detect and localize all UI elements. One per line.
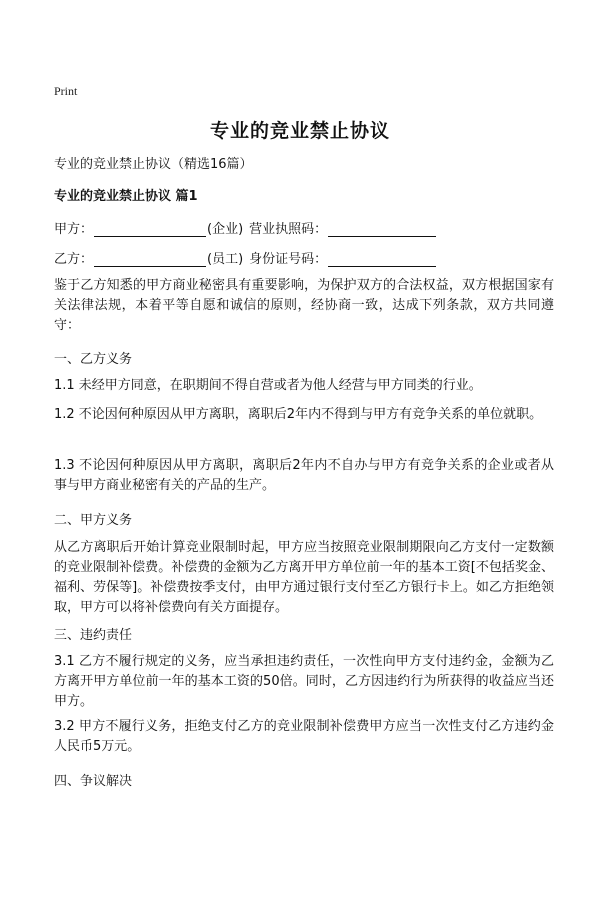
- heading-party-a-obligations: 二、甲方义务: [54, 513, 133, 528]
- intro-paragraph: 鉴于乙方知悉的甲方商业秘密具有重要影响，为保护双方的合法权益，双方根据国家有关法律法规，本着平等自愿和诚信的原则，经协商一致，达成下列条款，双方共同遵守：: [54, 278, 554, 333]
- party-b-name-blank: [94, 253, 206, 267]
- clause-1-3: 1.3 不论因何种原因从甲方离职，离职后2年内不自办与甲方有竞争关系的企业或者从事与甲方商业秘密有关的产品的生产。: [54, 458, 554, 493]
- company-tag: (企业): [207, 222, 244, 237]
- party-a-obligations-paragraph: 从乙方离职后开始计算竞业限制时起，甲方应当按照竞业限制期限向乙方支付一定数额的竞业限制补偿费。补偿费的金额为乙方离开甲方单位前一年的基本工资[不包括奖金、福利、劳保等]。补偿费按季支付，由甲方通过银行支付至乙方银行卡上。如乙方拒绝领取，甲方可以将补偿费向有关方面提存。: [54, 540, 554, 615]
- document-subtitle: 专业的竞业禁止协议（精选16篇）: [54, 157, 253, 172]
- staff-tag: (员工): [207, 252, 244, 267]
- license-label: 营业执照码：: [249, 222, 328, 237]
- heading-dispute-resolution: 四、争议解决: [54, 774, 133, 789]
- clause-1-2: 1.2 不论因何种原因从甲方离职，离职后2年内不得到与甲方有竞争关系的单位就职。: [54, 407, 543, 422]
- section-title: 专业的竞业禁止协议 篇1: [54, 189, 198, 204]
- party-a-name-blank: [94, 223, 206, 237]
- page-title: 专业的竞业禁止协议: [209, 120, 390, 142]
- clause-3-1: 3.1 乙方不履行规定的义务，应当承担违约责任，一次性向甲方支付违约金，金额为乙方离开甲方单位前一年的基本工资的50倍。同时，乙方因违约行为所获得的收益应当还甲方。: [54, 654, 554, 709]
- clause-3-2: 3.2 甲方不履行义务，拒绝支付乙方的竞业限制补偿费甲方应当一次性支付乙方违约金人民币5万元。: [54, 719, 554, 754]
- print-link[interactable]: Print: [54, 84, 78, 98]
- party-a-line: [54, 218, 437, 237]
- id-number-blank: [328, 253, 436, 267]
- id-label: 身份证号码：: [249, 252, 328, 267]
- heading-party-b-obligations: 一、乙方义务: [54, 352, 133, 367]
- party-b-label: 乙方：: [54, 252, 94, 267]
- clause-1-1: 1.1 未经甲方同意，在职期间不得自营或者为他人经营与甲方同类的行业。: [54, 378, 482, 393]
- license-number-blank: [328, 223, 436, 237]
- heading-liability: 三、违约责任: [54, 628, 133, 643]
- party-b-line: [54, 248, 437, 267]
- party-a-label: 甲方：: [54, 222, 94, 237]
